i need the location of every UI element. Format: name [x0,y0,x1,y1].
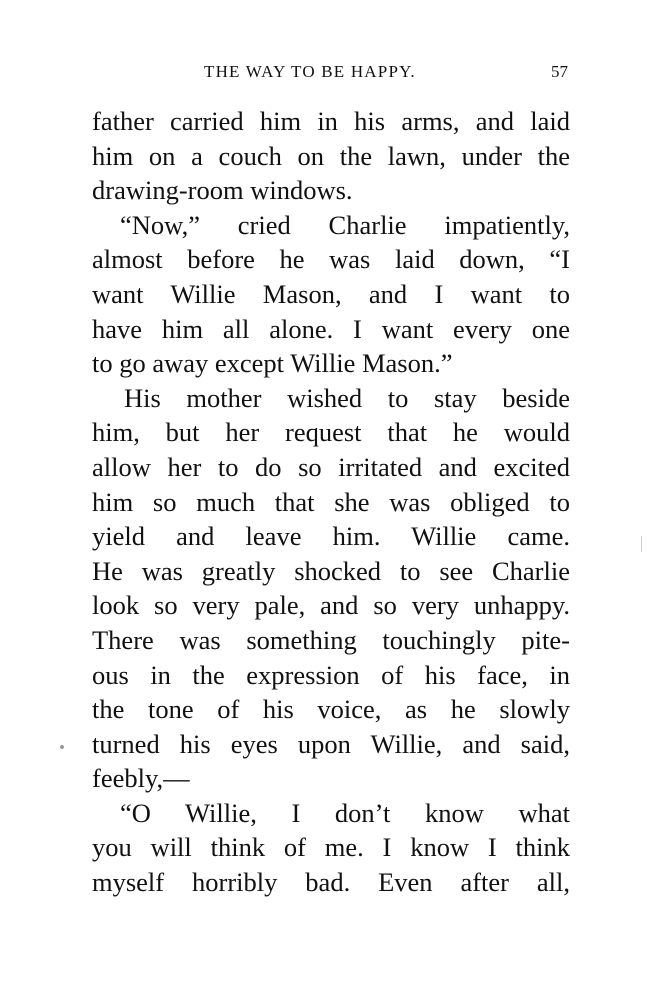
text-line: yield and leave him. Willie came. [92,521,570,552]
text-line: “Now,” cried Charlie impatiently, [120,209,570,240]
text-line: There was something touchingly pite- [92,624,570,655]
text-line: you will think of me. I know I think [92,832,570,863]
running-title: THE WAY TO BE HAPPY. [204,62,416,81]
text-line: father carried him in his arms, and laid [92,106,570,136]
body-text [92,104,570,900]
text-line: look so very pale, and so very unhappy. [92,590,570,621]
text-line: the tone of his voice, as he slowly [92,694,570,725]
text-line: He was greatly shocked to see Charlie [92,555,570,586]
text-line: myself horribly bad. Even after all, [92,867,570,898]
running-head [92,62,570,86]
page-number: 57 [551,62,568,81]
text-line: almost before he was laid down, “I [92,244,570,275]
text-line: drawing-room windows. [92,175,353,206]
text-line: ous in the expression of his face, in [92,659,570,690]
margin-speck [59,744,64,749]
text-line: have him all alone. I want every one [92,313,570,344]
text-line: “O Willie, I don’t know what [120,797,570,828]
text-line: to go away except Willie Mason.” [92,348,453,379]
text-line: want Willie Mason, and I want to [92,278,570,309]
text-line: him on a couch on the lawn, under the [92,140,570,171]
text-line: allow her to do so irritated and excited [92,451,570,482]
page-edge-mark [641,536,642,552]
text-line: him so much that she was obliged to [92,486,570,517]
text-line: His mother wished to stay beside [124,382,570,413]
text-line: turned his eyes upon Willie, and said, [92,728,570,759]
text-line: feebly,— [92,763,190,794]
text-line: him, but her request that he would [92,417,570,448]
